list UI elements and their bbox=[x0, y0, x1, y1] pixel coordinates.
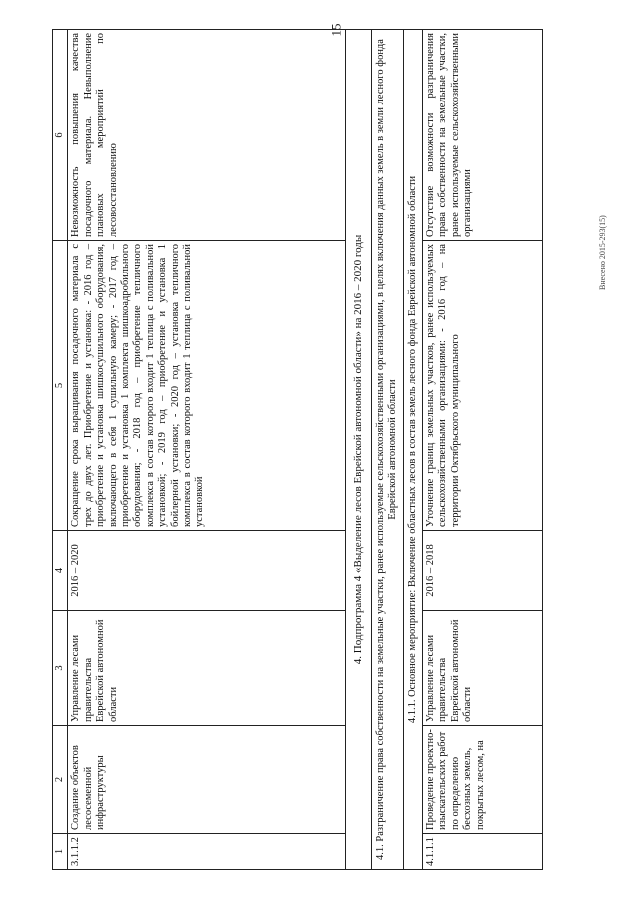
task-row bbox=[371, 30, 403, 870]
consequences: Отсутствие возможности разграничения права собственности на земельные участки, ранее используемые сельскохозяйственными организациями bbox=[423, 30, 543, 241]
document-signature-code: Внесено 2015-293(15) bbox=[598, 215, 607, 290]
page-number: 15 bbox=[328, 23, 344, 37]
subprogram-title-row bbox=[346, 30, 371, 870]
col-number-6: 6 bbox=[53, 30, 68, 241]
task-text: 4.1. Разграничение права собственности на земельные участки, ранее используемые сельскохозяйственными организациями, в целях включения данных земель в земли лесного фонда Еврейской автономной области bbox=[371, 30, 403, 870]
measure-name: Создание объектов лесосеменной инфраструктуры bbox=[68, 726, 346, 834]
row-number: 4.1.1.1 bbox=[423, 834, 543, 870]
period: 2016 – 2018 bbox=[423, 531, 543, 611]
row-number: 3.1.1.2 bbox=[68, 834, 346, 870]
period: 2016 – 2020 bbox=[68, 531, 346, 611]
table-row-3112 bbox=[68, 30, 346, 870]
measure-text: 4.1.1. Основное мероприятие: Включение областных лесов в состав земель лесного фонда Еврейской автономной области bbox=[403, 30, 422, 870]
col-number-2: 2 bbox=[53, 726, 68, 834]
rotated-table-sheet bbox=[52, 30, 607, 870]
col-number-1: 1 bbox=[53, 834, 68, 870]
measure-name: Проведение проектно-изыскательских работ по определению бесхозных земель, покрытых лесом, на bbox=[423, 726, 543, 834]
measure-row bbox=[403, 30, 422, 870]
col-number-4: 4 bbox=[53, 531, 68, 611]
consequences: Невозможность повышения качества посадочного материала. Невыполнение плановых мероприятий по лесовосстановлению bbox=[68, 30, 346, 241]
expected-result: Сокращение срока выращивания посадочного материала с трех до двух лет. Приобретение и установка: - 2016 год – приобретение и установка шишкосушильного оборудования, включающего в себя 1 сушильную камеру; - 2017 год – приобретение и установка 1 комплекта шишкоадробильного оборудования; - 2018 год – приобретение тепличного комплекса в состав которого входит 1 теплица с поливальной установкой; - 2019 год – приобретение и установка 1 бойлерной установки; - 2020 год – установка тепличного комплекса в состав которого входит 1 теплица с поливальной установкой bbox=[68, 241, 346, 531]
executor: Управление лесами правительства Еврейской автономной области bbox=[423, 611, 543, 726]
program-table bbox=[52, 29, 543, 870]
table-row-4111 bbox=[423, 30, 543, 870]
col-number-3: 3 bbox=[53, 611, 68, 726]
col-number-5: 5 bbox=[53, 241, 68, 531]
column-number-row bbox=[53, 30, 68, 870]
expected-result: Уточнение границ земельных участков, ранее используемых сельскохозяйственными организациями: - 2016 год – на территории Октябрьского муниципального bbox=[423, 241, 543, 531]
subprogram-title: 4. Подпрограмма 4 «Выделение лесов Еврейской автономной области» на 2016 – 2020 годы bbox=[346, 30, 371, 870]
executor: Управление лесами правительства Еврейской автономной области bbox=[68, 611, 346, 726]
